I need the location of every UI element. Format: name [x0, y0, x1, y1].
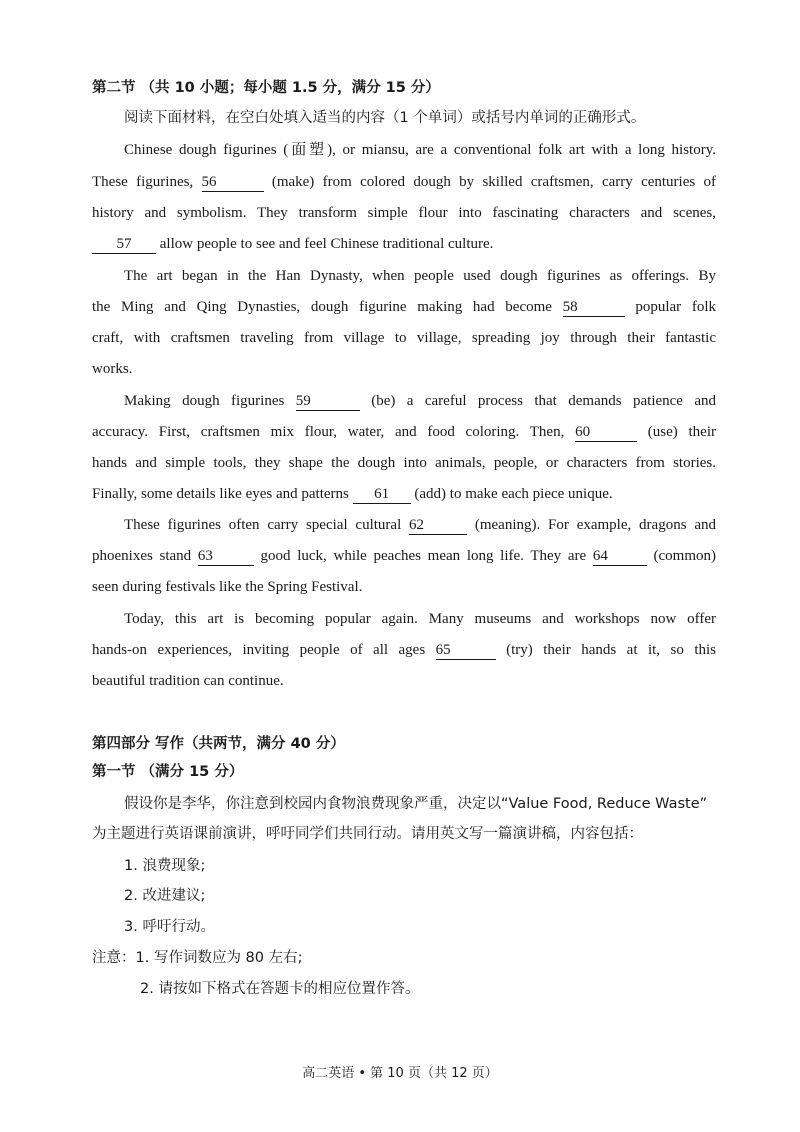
sub-heading: 第一节 （满分 15 分） [92, 764, 244, 780]
passage-line: Today, this art is becoming popular again. Many museums and workshops now offer [124, 611, 716, 627]
writing-prompt: 为主题进行英语课前演讲，呼吁同学们共同行动。请用英文写一篇演讲稿，内容包括： [92, 826, 643, 842]
passage-line: hands and simple tools, they shape the dough into animals, people, or characters from stories. [92, 455, 716, 471]
blank-57: 57 [92, 236, 156, 254]
passage-line: phoenixes stand 63 good luck, while peaches mean long life. They are 64 (common) [92, 548, 717, 564]
passage-line: history and symbolism. They transform simple flour into fascinating characters and scenes, [92, 205, 716, 221]
passage-line: These figurines often carry special cultural 62 (meaning). For example, dragons and [124, 517, 717, 533]
passage-line: These figurines, 56 (make) from colored dough by skilled craftsmen, carry centuries of [92, 174, 717, 190]
blank-59: 59 [296, 393, 360, 411]
blank-61: 61 [353, 486, 411, 504]
blank-58: 58 [563, 299, 625, 317]
blank-64: 64 [593, 548, 647, 566]
passage-line: the Ming and Qing Dynasties, dough figurine making had become 58 popular folk [92, 299, 717, 315]
passage-line: Making dough figurines 59 (be) a careful process that demands patience and [124, 393, 717, 409]
note-line: 注意：1. 写作词数应为 80 左右; [92, 950, 303, 966]
writing-prompt: 假设你是李华，你注意到校园内食物浪费现象严重，决定以“Value Food, Reduce Waste” [124, 796, 708, 812]
section-heading: 第二节 （共 10 小题；每小题 1.5 分，满分 15 分） [92, 80, 440, 96]
note-line: 2. 请按如下格式在答题卡的相应位置作答。 [140, 981, 420, 997]
passage-line: accuracy. First, craftsmen mix flour, water, and food coloring. Then, 60 (use) their [92, 424, 717, 440]
blank-62: 62 [409, 517, 467, 535]
passage-line: Chinese dough figurines (面塑), or miansu, are a conventional folk art with a long history. [124, 142, 716, 158]
blank-60: 60 [575, 424, 637, 442]
list-item: 3. 呼吁行动。 [124, 919, 215, 935]
blank-56: 56 [202, 174, 264, 192]
passage-line: Finally, some details like eyes and patterns 61 (add) to make each piece unique. [92, 486, 613, 502]
passage-line: seen during festivals like the Spring Festival. [92, 579, 363, 595]
page-footer: 高二英语 • 第 10 页（共 12 页） [302, 1066, 498, 1081]
blank-65: 65 [436, 642, 496, 660]
list-item: 1. 浪费现象; [124, 858, 206, 874]
passage-line: 57 allow people to see and feel Chinese traditional culture. [92, 234, 716, 254]
passage-line: craft, with craftsmen traveling from village to village, spreading joy through their fantastic [92, 330, 716, 346]
passage-line: beautiful tradition can continue. [92, 673, 284, 689]
blank-63: 63 [198, 548, 254, 566]
passage-line: The art began in the Han Dynasty, when people used dough figurines as offerings. By [124, 268, 716, 284]
passage-line: hands-on experiences, inviting people of all ages 65 (try) their hands at it, so this [92, 642, 717, 658]
part-heading: 第四部分 写作（共两节，满分 40 分） [92, 736, 345, 752]
passage-line: works. [92, 361, 133, 377]
section-instruction: 阅读下面材料，在空白处填入适当的内容（1 个单词）或括号内单词的正确形式。 [124, 110, 646, 126]
list-item: 2. 改进建议; [124, 888, 206, 904]
